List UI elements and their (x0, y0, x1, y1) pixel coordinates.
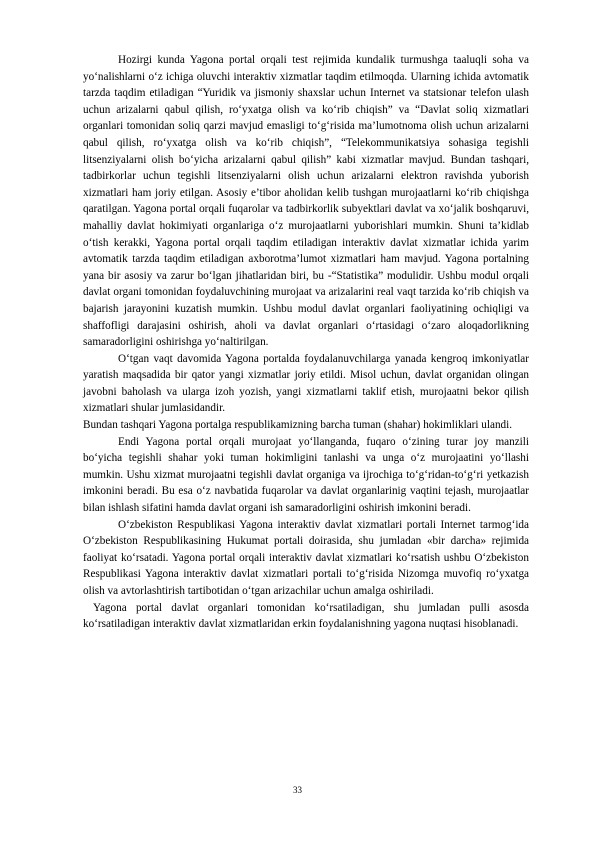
paragraph-hokimliklar: Bundan tashqari Yagona portalga respublikamizning barcha tuman (shahar) hokimliklari ulandi. (83, 419, 513, 432)
paragraph-single-point: Yagona portal davlat organlari tomonidan ko‘rsatiladigan, shu jumladan pulli asosda ko‘rsatiladigan interaktiv davlat xizmatlaridan erkin foydalanishning yagona nuqtasi hisoblanadi. (83, 601, 529, 631)
paragraph-appeals: Endi Yagona portal orqali murojaat yo‘llanganda, fuqaro o‘zining turar joy manzili bo‘yicha tegishli shahar yoki tuman hokimligini tanlashi va unga o‘z murojaatini yo‘llashi mumkin. Ushu xizmat murojaatni tegishli davlat organiga va ijrochiga to‘g‘ridan-to‘g‘ri yetkazish imkonini beradi. Bu esa o‘z navbatida fuqarolar va davlat organlarinig vaqtini tejash, murojaatlar bilan ishlash sifatini hamda davlat organi ish samaradorligini oshirish imkonini beradi. (83, 435, 529, 515)
paragraph-new-services: O‘tgan vaqt davomida Yagona portalda foydalanuvchilarga yanada kengroq imkoniyatlar yaratish maqsadida bir qator yangi xizmatlar joriy etildi. Misol uchun, davlat organidan olingan javobni baholash va ularga izoh yozish, yangi xizmatlarni taklif etish, murojaatni bekor qilish xizmatlari shular jumlasidandir. (83, 352, 529, 415)
paragraph-portal-services: Hozirgi kunda Yagona portal orqali test rejimida kundalik turmushga taaluqli soha va yo‘nalishlarni o‘z ichiga oluvchi interaktiv xizmatlar taqdim etilmoqda. Ularning ichida avtomatik tarzda taqdim etiladigan “Yuridik va jismoniy shaxslar uchun Internet va statsionar telefon ulash uchun arizalarni qabul qilish, ro‘yxatga olish va ko‘rib chiqish” va “Davlat soliq xizmatlari organlari tomonidan soliq qarzi mavjud emasligi to‘g‘risida ma’lumotnoma olish uchun arizalarni qabul qilish, ro‘yxatga olish va ko‘rib chiqish”, “Telekommunikatsiya sohasiga tegishli litsenziyalarni olish bo‘yicha arizalarni qabul qilish” kabi xizmatlar mavjud. Bundan tashqari, tadbirkorlar uchun tegishli litsenziyalarni olish uchun arizalarni elektron ravishda yuborish xizmatlari ham joriy etilgan. Asosiy e’tibor aholidan kelib tushgan murojaatlarni ko‘rib chiqishga qaratilgan. Yagona portal orqali fuqarolar va tadbirkorlik subyektlari davlat va xo‘jalik boshqaruvi, mahalliy davlat hokimiyati organlariga o‘z murojaatlarni yuborishlari mumkin. Shuni ta’kidlab o‘tish kerakki, Yagona portal orqali taqdim etiladigan interaktiv davlat xizmatlar ichida yarim avtomatik tarzda taqdim etiladigan axborotma’lumot xizmatlari ham mavjud. Yagona portalning yana bir asosiy va zarur bo‘lgan jihatlaridan biri, bu -“Statistika” modulidir. Ushbu modul orqali davlat organi tomonidan foydaluvchining murojaat va arizalarini real vaqt tarzida ko‘rib chiqish va bajarish jarayonini kuzatish mumkin. Ushbu modul davlat organlari faoliyatining ochiqligi va shaffofligi darajasini oshirish, aholi va davlat organlari o‘rtasidagi o‘zaro aloqadorlikning samaradorligini oshirishga yo‘naltirilgan. (83, 54, 529, 349)
document-body (83, 52, 529, 633)
page-number: 33 (293, 785, 302, 795)
paragraph-uzbekistan-portal: O‘zbekiston Respublikasi Yagona interaktiv davlat xizmatlari portali Internet tarmog‘ida O‘zbekiston Respublikasining Hukumat portali doirasida, shu jumladan «bir darcha» rejimida faoliyat ko‘rsatadi. Yagona portal orqali interaktiv davlat xizmatlari ko‘rsatish ushbu O‘zbekiston Respublikasi Yagona interaktiv davlat xizmatlari portali to‘g‘risida Nizomga muvofiq ro‘yxatga olish va avtorlashtirish tartibotidan o‘tgan arizachilar uchun amalga oshiriladi. (83, 518, 529, 597)
